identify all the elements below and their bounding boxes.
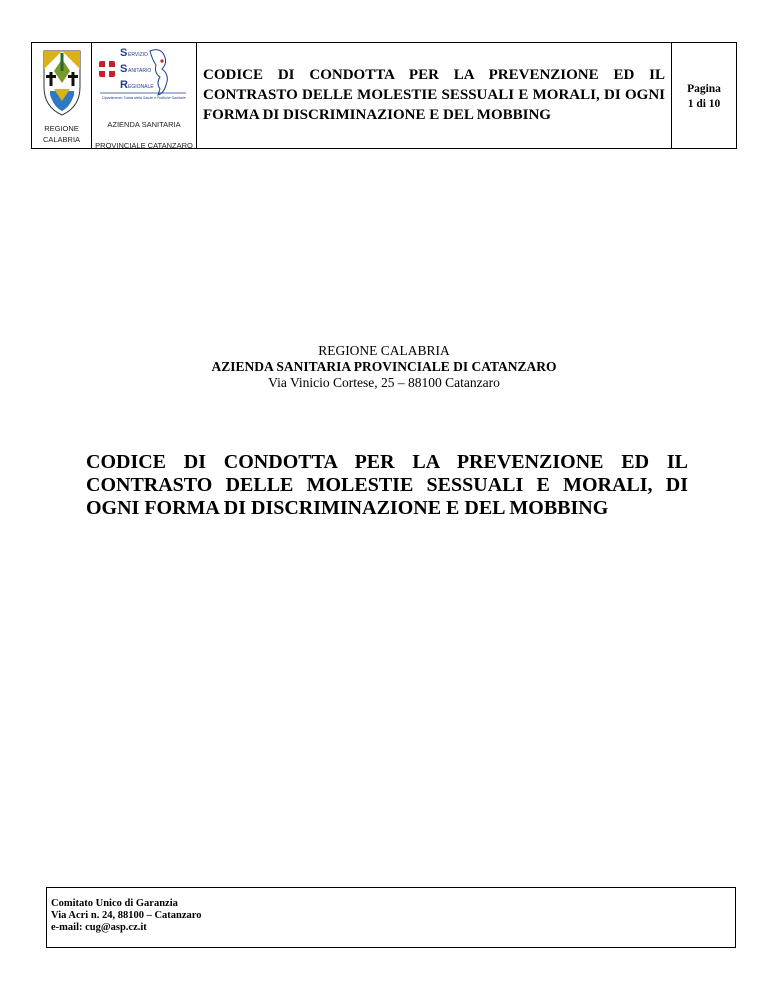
intro-address: Via Vinicio Cortese, 25 – 88100 Catanzaro xyxy=(268,375,500,390)
ssr-logo-icon xyxy=(98,45,190,101)
page-label: Pagina xyxy=(687,83,721,95)
asp-label-1: AZIENDA SANITARIA xyxy=(107,120,181,129)
page-number-cell xyxy=(672,43,736,148)
region-logo-cell xyxy=(32,43,92,148)
footer-box xyxy=(46,887,736,948)
asp-logo-cell xyxy=(92,43,197,148)
ssr-initial-s1: S xyxy=(120,47,128,59)
intro-azienda: AZIENDA SANITARIA PROVINCIALE DI CATANZARO xyxy=(211,359,557,374)
ssr-department: Dipartimento Tutela della Salute e Politiche Sanitarie xyxy=(102,96,186,100)
header-title-cell xyxy=(197,43,672,148)
document-header xyxy=(31,42,737,149)
asp-label-2: PROVINCIALE CATANZARO xyxy=(95,141,193,150)
ssr-initial-r: R xyxy=(120,79,128,91)
header-title: CODICE DI CONDOTTA PER LA PREVENZIONE ED IL CONTRASTO DELLE MOLESTIE SESSUALI E MORALI, DI OGNI FORMA DI DISCRIMINAZIONE E DEL MOBBING xyxy=(203,67,665,123)
page-number: 1 di 10 xyxy=(687,98,721,110)
region-calabria-shield-icon xyxy=(40,45,84,117)
ssr-initial-s2: S xyxy=(120,63,128,75)
ssr-line1: ERVIZIO xyxy=(128,52,148,58)
ssr-line3: EGIONALE xyxy=(128,84,154,90)
intro-region: REGIONE CALABRIA xyxy=(318,343,450,358)
footer-email: e-mail: cug@asp.cz.it xyxy=(51,922,147,933)
intro-block xyxy=(0,343,768,391)
ssr-line2: ANITARIO xyxy=(128,68,152,74)
footer-address: Via Acri n. 24, 88100 – Catanzaro xyxy=(51,910,202,921)
region-logo-label: REGIONE CALABRIA xyxy=(42,124,81,144)
main-title: CODICE DI CONDOTTA PER LA PREVENZIONE ED IL CONTRASTO DELLE MOLESTIE SESSUALI E MORALI, DI OGNI FORMA DI DISCRIMINAZIONE E DEL MOBBING xyxy=(86,451,688,519)
footer-committee: Comitato Unico di Garanzia xyxy=(51,898,178,909)
